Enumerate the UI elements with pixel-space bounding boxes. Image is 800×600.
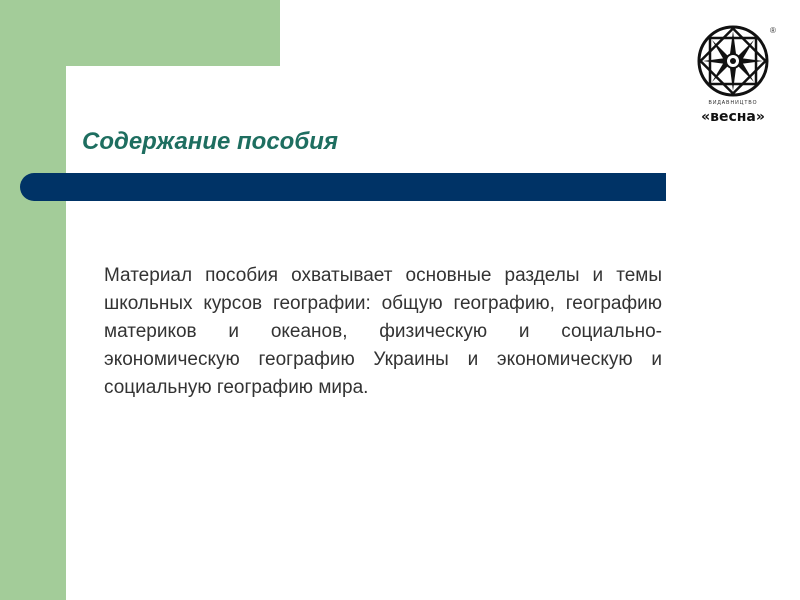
registered-mark: ® [770,26,776,35]
logo-prefix-text: ВИДАВНИЦТВО [708,100,758,106]
slide-body-text: Материал пособия охватывает основные разделы и темы школьных курсов географии: общую географию, географию материков и океанов, физическую и социально-экономическую географию Украины и экономическую и социальную географию мира. [104,265,662,398]
top-green-block [0,0,280,66]
star-emblem-icon [692,24,774,100]
rounded-corner [66,66,280,106]
left-green-band [0,0,66,600]
logo-name-text: «весна» [701,109,765,125]
title-underline-bar [20,173,666,201]
slide-title: Содержание пособия [82,128,338,155]
publisher-logo [692,24,784,134]
